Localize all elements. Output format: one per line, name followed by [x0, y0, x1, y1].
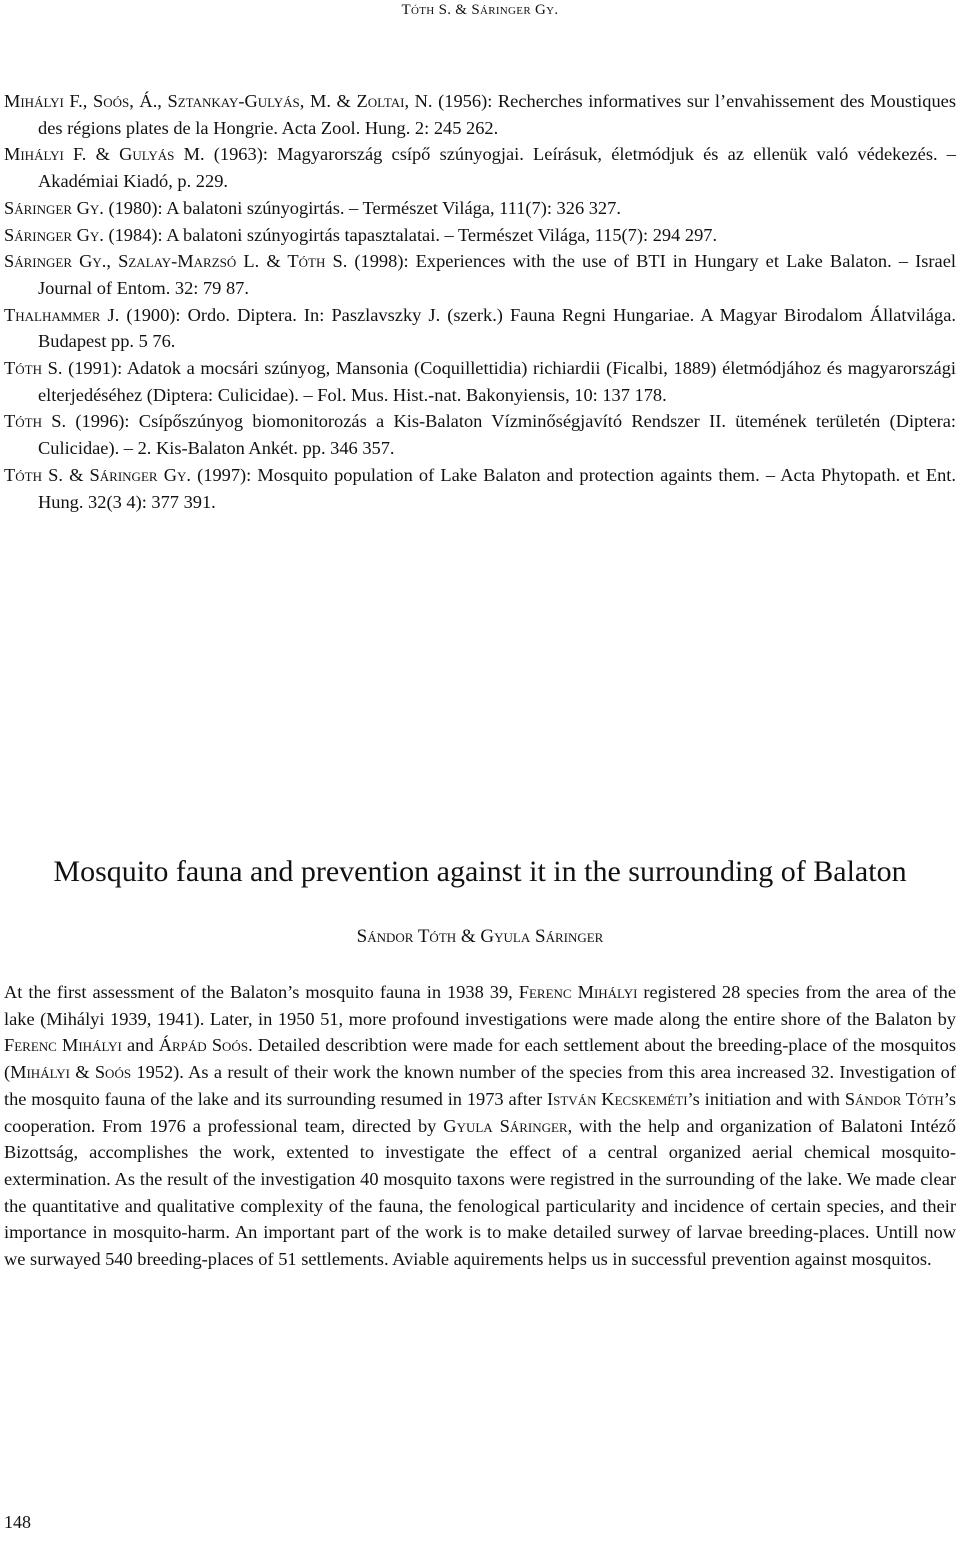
abstract-name: Ferenc Mihályi — [4, 1035, 122, 1056]
abstract-text: and — [121, 1035, 159, 1056]
reference-authors: Tóth S. — [4, 411, 67, 432]
abstract-text: . Detailed describtion were made for each settlement about the breeding-place of the mosquitos ( — [4, 1035, 956, 1083]
reference-list — [4, 88, 956, 515]
reference-authors: Sáringer Gy., Szalay-Marzsó L. & Tóth S. — [4, 251, 348, 272]
abstract-text: , with the help and organization of Balatoni Intéző Bizottság, accomplishes the work, extented to investigate the effect of a central organized aerial chemical mosquito-extermination. As the result of the investigation 40 mosquito taxons were registred in the surrounding of the lake. We made clear the quantitative and qualitative complexity of the fauna, the fenological particularity and incidence of certain species, and their importance in mosquito-harm. An important part of the work is to make detailed surwey of larvae breeding-places. Untill now we surwayed 540 breeding-places of 51 settlements. Aviable aquirements helps us in successful prevention against mosquitos. — [4, 1115, 956, 1270]
abstract-text: registered 28 species from the area of the lake (Mihályi 1939, 1941). Later, in 1950 51, more profound investigations were made along the entire shore of the Balaton by — [4, 982, 956, 1029]
reference-text: (1980): A balatoni szúnyogirtás. – Természet Világa, 111(7): 326 327. — [103, 197, 621, 218]
reference-item — [4, 88, 956, 141]
reference-authors: Tóth S. — [4, 358, 63, 379]
reference-item — [4, 462, 956, 515]
reference-item — [4, 141, 956, 194]
reference-authors: Thalhammer J. — [4, 304, 120, 325]
abstract-paragraph — [4, 979, 956, 1273]
abstract-text: ’s cooperation. From 1976 a professional team, directed by — [4, 1088, 957, 1136]
abstract-text: ’s initiation and with — [687, 1088, 845, 1109]
article-title: Mosquito fauna and prevention against it in the surrounding of Balaton — [53, 855, 907, 888]
reference-item — [4, 222, 956, 249]
reference-item — [4, 355, 956, 408]
reference-text: (1956): Recherches informatives sur l’envahissement des Moustiques des régions plates de la Hongrie. Acta Zool. Hung. 2: 245 262. — [38, 91, 956, 138]
reference-item — [4, 408, 956, 461]
reference-authors: Sáringer Gy. — [4, 224, 104, 245]
abstract-name: István Kecskeméti — [547, 1088, 688, 1109]
abstract-name: Gyula Sáringer — [443, 1115, 568, 1136]
abstract-text: 1952). As a result of their work the known number of the species from this area increased 32. Investigation of the mosquito fauna of the lake and its surrounding resumed in 1973 after — [4, 1062, 956, 1109]
page-number: 148 — [4, 1512, 31, 1532]
abstract-name: Árpád Soós — [158, 1035, 249, 1056]
reference-text: (1996): Csípőszúnyog biomonitorozás a Kis-Balaton Vízminőségjavító Rendszer II. ütemének területén (Diptera: Culicidae). – 2. Kis-Balaton Ankét. pp. 346 357. — [38, 411, 956, 459]
reference-text: (1991): Adatok a mocsári szúnyog, Mansonia (Coquillettidia) richiardii (Ficalbi, 1889) életmódjához és magyarországi elterjedéséhez (Diptera: Culicidae). – Fol. Mus. Hist.-nat. Bakonyiensis, 10: 137 178. — [38, 358, 956, 405]
reference-item — [4, 302, 956, 355]
reference-text: (1984): A balatoni szúnyogirtás tapasztalatai. – Természet Világa, 115(7): 294 297. — [103, 224, 718, 245]
abstract-name: Sándor Tóth — [844, 1088, 944, 1109]
reference-item — [4, 195, 956, 222]
article-authors: Sándor Tóth & Gyula Sáringer — [356, 926, 604, 947]
running-header: Tóth S. & Sáringer Gy. — [401, 2, 559, 18]
abstract-name: Ferenc Mihályi — [518, 982, 638, 1002]
reference-text: (1900): Ordo. Diptera. In: Paszlavszky J. (szerk.) Fauna Regni Hungariae. A Magyar Birodalom Állatvilága. Budapest pp. 5 76. — [38, 304, 956, 352]
abstract-text: At the first assessment of the Balaton’s mosquito fauna in 1938 39, — [4, 982, 519, 1002]
reference-authors: Tóth S. & Sáringer Gy. — [4, 464, 191, 485]
reference-text: (1997): Mosquito population of Lake Balaton and protection againts them. – Acta Phytopath. et Ent. Hung. 32(3 4): 377 391. — [38, 464, 956, 512]
reference-text: (1998): Experiences with the use of BTI in Hungary et Lake Balaton. – Israel Journal of Entom. 32: 79 87. — [38, 251, 956, 298]
reference-authors: Mihályi F. & Gulyás M. — [4, 144, 205, 165]
reference-authors: Sáringer Gy. — [4, 197, 104, 218]
reference-item — [4, 248, 956, 301]
reference-text: (1963): Magyarország csípő szúnyogjai. Leírásuk, életmódjuk és az ellenük való védekezés. – Akadémiai Kiadó, p. 229. — [38, 144, 956, 192]
reference-authors: Mihályi F., Soós, Á., Sztankay-Gulyás, M. & Zoltai, N. — [4, 91, 433, 111]
abstract-name: Mihályi & Soós — [10, 1062, 132, 1083]
